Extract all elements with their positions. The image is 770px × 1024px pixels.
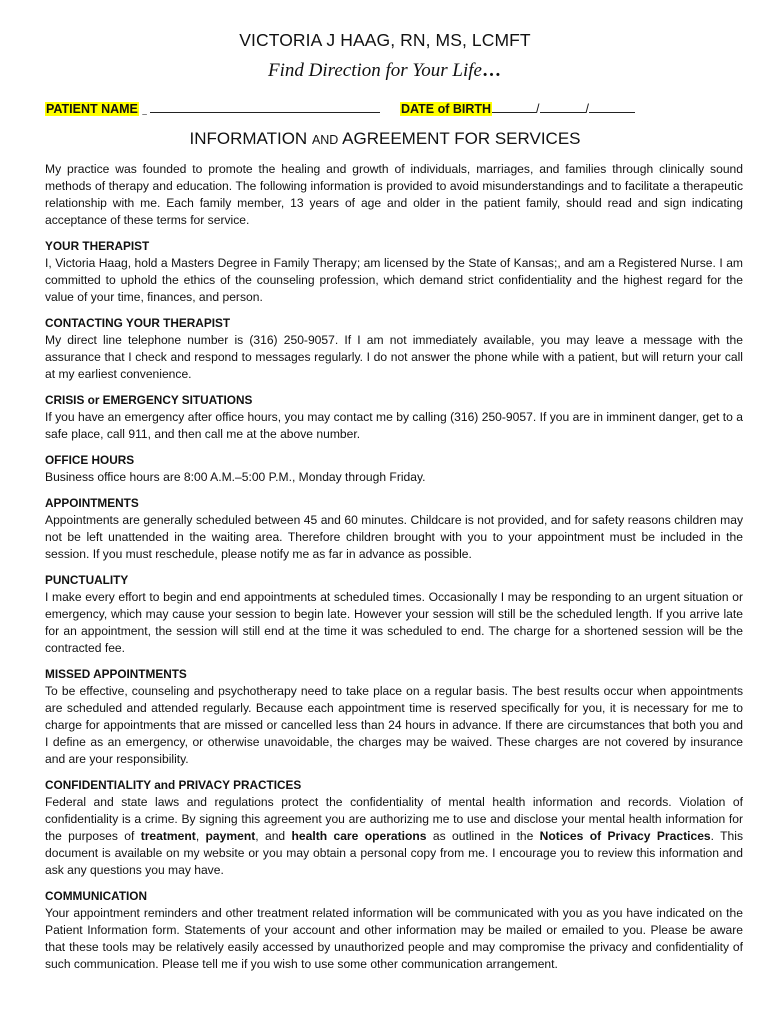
intro-paragraph: My practice was founded to promote the healing and growth of individuals, marriages, and families through clinically sound methods of therapy and education. The following information is provided to avoid misunderstandings and to facilitate a therapeutic relationship with me. Each family member, 13 years of age and older in the patient family, should read and sign indicating acceptance of these terms for service. bbox=[45, 162, 743, 227]
section-text: I, Victoria Haag, hold a Masters Degree in Family Therapy; am licensed by the State of Kansas;, and am a Registered Nurse. I am committed to uphold the ethics of the counseling profession, which demand strict confidentiality and the highest regard for the value of your time, finances, and person. bbox=[45, 256, 743, 304]
dob-label: DATE of BIRTH bbox=[401, 102, 492, 116]
practitioner-name: VICTORIA J HAAG, RN, MS, LCMFT bbox=[239, 30, 531, 50]
section-your-therapist bbox=[45, 238, 743, 306]
text-run: . This document is available on my website or you may obtain a personal copy from me. I encourage you to review this information and ask any questions you may have. bbox=[45, 829, 743, 877]
section-text: If you have an emergency after office hours, you may contact me by calling (316) 250-9057. If you are in imminent danger, get to a safe place, call 911, and then call me at the above number. bbox=[45, 410, 743, 441]
section-communication bbox=[45, 888, 743, 973]
section-text: Your appointment reminders and other treatment related information will be communicated with you as you have indicated on the Patient Information form. Statements of your account and other information may be mailed or emailed to you. Please be aware that these tools may be relatively easily accessed by unauthorized people and may compromise the privacy and confidentiality of such communication. Please tell me if you wish to use some other communication arrangement. bbox=[45, 906, 743, 971]
patient-name-field bbox=[45, 101, 380, 116]
bold-treatment: treatment bbox=[140, 829, 196, 843]
dob-month-line[interactable] bbox=[492, 101, 536, 113]
bold-payment: payment bbox=[205, 829, 256, 843]
section-title: COMMUNICATION bbox=[45, 889, 148, 903]
section-crisis bbox=[45, 392, 743, 443]
heading-part-2: AND bbox=[311, 133, 339, 147]
bold-notices-of-privacy: Notices of Privacy Practices bbox=[539, 829, 711, 843]
dob-year-line[interactable] bbox=[589, 101, 635, 113]
section-office-hours bbox=[45, 452, 743, 486]
dob-day-line[interactable] bbox=[540, 101, 586, 113]
text-run: as outlined in the bbox=[426, 829, 540, 843]
section-punctuality bbox=[45, 572, 743, 657]
section-confidentiality bbox=[45, 777, 743, 879]
dob-separator-2: / bbox=[585, 102, 590, 116]
tagline bbox=[0, 60, 770, 82]
text-run: , and bbox=[255, 829, 292, 843]
patient-name-input-line[interactable] bbox=[150, 101, 380, 113]
date-of-birth-field bbox=[400, 101, 635, 116]
section-text: To be effective, counseling and psychotherapy need to take place on a regular basis. The best results occur when appointments are scheduled and attended regularly. Because each appointment time is reserved specifically for you, it is necessary for me to charge for appointments that are missed or cancelled less than 24 hours in advance. If there are circumstances that both you and I define as an emergency, or otherwise unavoidable, the charges may be waived. These charges are not covered by insurance and are your responsibility. bbox=[45, 684, 743, 766]
tagline-dots: … bbox=[481, 60, 502, 81]
section-title: YOUR THERAPIST bbox=[45, 239, 150, 253]
dob-separator-1: / bbox=[536, 102, 540, 116]
section-contacting bbox=[45, 315, 743, 383]
document-heading bbox=[0, 129, 770, 149]
section-title: CRISIS or EMERGENCY SITUATIONS bbox=[45, 393, 253, 407]
section-title: APPOINTMENTS bbox=[45, 496, 139, 510]
section-text bbox=[45, 794, 743, 879]
heading-part-3: AGREEMENT FOR SERVICES bbox=[342, 129, 581, 148]
bold-health-care-operations: health care operations bbox=[291, 829, 427, 843]
text-run: , bbox=[195, 829, 206, 843]
tagline-text: Find Direction for Your Life bbox=[268, 60, 482, 81]
section-text: My direct line telephone number is (316) 250-9057. If I am not immediately available, you may leave a message with the assurance that I check and respond to messages regularly. I do not answer the phone while with a patient, but will return your call at my earliest convenience. bbox=[45, 333, 743, 381]
section-title: PUNCTUALITY bbox=[45, 573, 129, 587]
agreement-body bbox=[45, 161, 743, 973]
section-text: Business office hours are 8:00 A.M.–5:00 P.M., Monday through Friday. bbox=[45, 470, 426, 484]
patient-name-separator: _ bbox=[142, 106, 147, 115]
text-run: Federal and state laws and regulations protect the confidentiality of mental health information and records. Violation of confidentiality is a crime. By signing this agreement you are authorizing me to use and disclose your mental health information for the purposes of bbox=[45, 795, 743, 843]
section-text: Appointments are generally scheduled between 45 and 60 minutes. Childcare is not provided, and for safety reasons children may not be left unattended in the waiting area. Therefore children brought with you to your appointment must be included in the session. If you must reschedule, please notify me as far in advance as possible. bbox=[45, 513, 743, 561]
section-title: MISSED APPOINTMENTS bbox=[45, 667, 187, 681]
patient-name-label: PATIENT NAME bbox=[46, 102, 138, 116]
section-missed-appointments bbox=[45, 666, 743, 768]
section-title: OFFICE HOURS bbox=[45, 453, 135, 467]
section-title: CONFIDENTIALITY and PRIVACY PRACTICES bbox=[45, 778, 302, 792]
heading-part-1: INFORMATION bbox=[189, 129, 308, 148]
section-appointments bbox=[45, 495, 743, 563]
section-title: CONTACTING YOUR THERAPIST bbox=[45, 316, 231, 330]
section-text: I make every effort to begin and end appointments at scheduled times. Occasionally I may be responding to an urgent situation or emergency, which may cause your session to begin late. However your session will still be the scheduled length. If you arrive late for an appointment, the session will still end at the time it was scheduled to end. The charge for a shortened session will be the contracted fee. bbox=[45, 590, 743, 655]
